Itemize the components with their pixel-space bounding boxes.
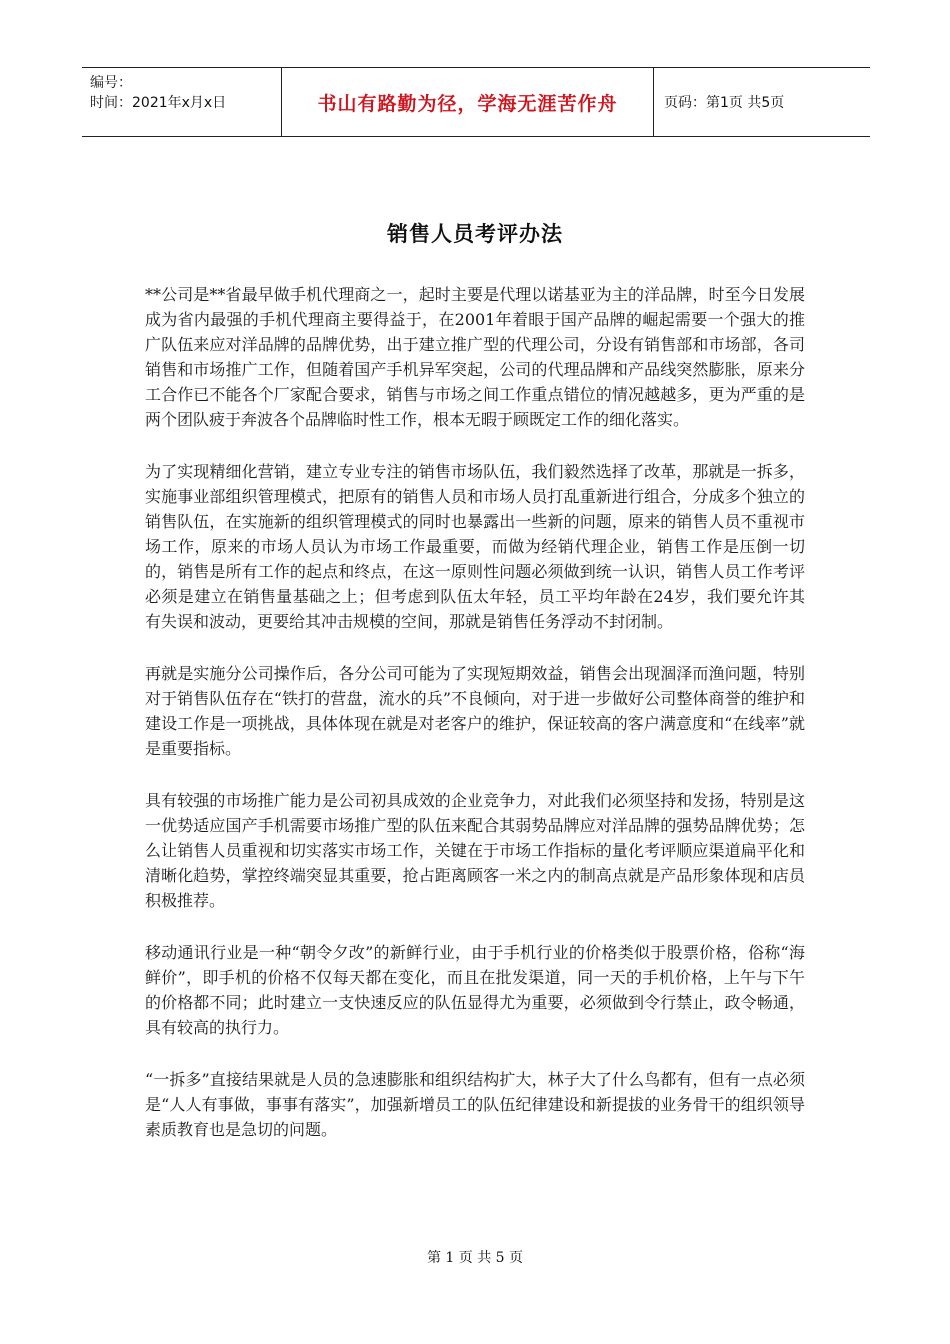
body-paragraph: **公司是**省最早做手机代理商之一，起时主要是代理以诺基亚为主的洋品牌，时至今日发展成为省内最强的手机代理商主要得益于，在2001年着眼于国产品牌的崛起需要一个强大的推广队伍来应对洋品牌的品牌优势，出于建立推广型的代理公司，分设有销售部和市场部，各司销售和市场推广工作，但随着国产手机异军突起，公司的代理品牌和产品线突然膨胀，原来分工合作已不能各个厂家配合要求，销售与市场之间工作重点错位的情况越越多，更为严重的是两个团队疲于奔波各个品牌临时性工作，根本无暇于顾既定工作的细化落实。 bbox=[145, 285, 805, 429]
header-motto: 书山有路勤为径，学海无涯苦作舟 bbox=[281, 68, 654, 136]
document-title: 销售人员考评办法 bbox=[387, 222, 563, 246]
body-paragraph: 为了实现精细化营销，建立专业专注的销售市场队伍，我们毅然选择了改革，那就是一拆多，实施事业部组织管理模式，把原有的销售人员和市场人员打乱重新进行组合，分成多个独立的销售队伍，在实施新的组织管理模式的同时也暴露出一些新的问题，原来的销售人员不重视市场工作，原来的市场人员认为市场工作最重要，而做为经销代理企业，销售工作是压倒一切的，销售是所有工作的起点和终点，在这一原则性问题必须做到统一认识，销售人员工作考评必须是建立在销售量基础之上；但考虑到队伍太年轻，员工平均年龄在24岁，我们要允许其有失误和波动，更要给其冲击规模的空间，那就是销售任务浮动不封闭制。 bbox=[145, 462, 805, 631]
body-paragraph: 具有较强的市场推广能力是公司初具成效的企业竞争力，对此我们必须坚持和发扬，特别是这一优势适应国产手机需要市场推广型的队伍来配合其弱势品牌应对洋品牌的强势品牌优势；怎么让销售人员重视和切实落实市场工作，关键在于市场工作指标的量化考评顺应渠道扁平化和清晰化趋势，掌控终端突显其重要，抢占距离顾客一米之内的制高点就是产品形象体现和店员积极推荐。 bbox=[145, 791, 805, 910]
page-header-table bbox=[82, 67, 870, 137]
document-number-label: 编号： bbox=[90, 75, 132, 91]
document-body bbox=[145, 282, 805, 1142]
header-meta-cell bbox=[82, 68, 281, 136]
document-date: 时间：2021年x月x日 bbox=[90, 95, 227, 111]
body-paragraph: “一拆多”直接结果就是人员的急速膨胀和组织结构扩大，林子大了什么鸟都有，但有一点必须是“人人有事做，事事有落实”，加强新增员工的队伍纪律建设和新提拔的业务骨干的组织领导素质教育也是急切的问题。 bbox=[145, 1070, 805, 1139]
header-page-info: 页码：第1页 共5页 bbox=[664, 95, 785, 111]
body-paragraph: 移动通讯行业是一种“朝令夕改”的新鲜行业，由于手机行业的价格类似于股票价格，俗称“海鲜价”，即手机的价格不仅每天都在变化，而且在批发渠道，同一天的手机价格，上午与下午的价格都不同；此时建立一支快速反应的队伍显得尤为重要，必须做到令行禁止，政令畅通，具有较高的执行力。 bbox=[145, 943, 805, 1037]
page-footer: 第 1 页 共 5 页 bbox=[426, 1250, 524, 1266]
body-paragraph: 再就是实施分公司操作后，各分公司可能为了实现短期效益，销售会出现涸泽而渔问题，特别对于销售队伍存在“铁打的营盘，流水的兵”不良倾向，对于进一步做好公司整体商誉的维护和建设工作是一项挑战，具体体现在就是对老客户的维护，保证较高的客户满意度和“在线率”就是重要指标。 bbox=[145, 664, 805, 758]
